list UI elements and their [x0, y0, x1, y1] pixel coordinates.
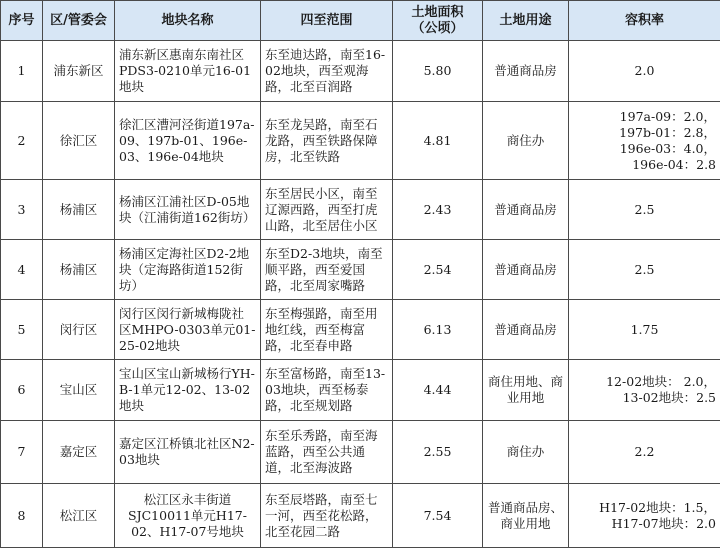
- cell-floor-area-ratio: 2.5: [569, 240, 720, 300]
- cell-land-use: 商住办: [483, 102, 569, 180]
- cell-parcel-name: 浦东新区惠南东南社区PDS3-0210单元16-01地块: [115, 41, 261, 102]
- cell-land-area: 2.43: [393, 180, 483, 240]
- cell-parcel-name: 杨浦区定海社区D2-2地块（定海路街道152街坊）: [115, 240, 261, 300]
- table-row: [1, 300, 720, 360]
- cell-land-use: 普通商品房: [483, 300, 569, 360]
- cell-parcel-name: 宝山区宝山新城杨行YH-B-1单元12-02、13-02地块: [115, 360, 261, 421]
- cell-no: 8: [1, 484, 43, 548]
- cell-land-use: 普通商品房: [483, 41, 569, 102]
- header-floor-area-ratio: 容积率: [569, 1, 720, 41]
- cell-land-use: 商住用地、商业用地: [483, 360, 569, 421]
- cell-land-area: 2.55: [393, 421, 483, 484]
- header-no: 序号: [1, 1, 43, 41]
- header-land-area: 土地面积 （公顷）: [393, 1, 483, 41]
- cell-land-area: 5.80: [393, 41, 483, 102]
- cell-no: 6: [1, 360, 43, 421]
- cell-district: 闵行区: [43, 300, 115, 360]
- table-row: [1, 360, 720, 421]
- cell-no: 1: [1, 41, 43, 102]
- cell-boundaries: 东至乐秀路，南至海蓝路，西至公共通道，北至海波路: [261, 421, 393, 484]
- cell-floor-area-ratio: 12-02地块： 2.0， 13-02地块：2.5: [569, 360, 720, 421]
- cell-boundaries: 东至迪达路，南至16-02地块，西至观海路，北至百润路: [261, 41, 393, 102]
- table-row: [1, 421, 720, 484]
- cell-floor-area-ratio: 2.5: [569, 180, 720, 240]
- cell-district: 杨浦区: [43, 240, 115, 300]
- cell-boundaries: 东至富杨路，南至13-03地块，西至杨泰路，北至规划路: [261, 360, 393, 421]
- cell-land-use: 商住办: [483, 421, 569, 484]
- table-row: [1, 41, 720, 102]
- cell-land-area: 4.81: [393, 102, 483, 180]
- cell-floor-area-ratio: 197a-09：2.0， 197b-01：2.8， 196e-03：4.0， 196e-04：2.8: [569, 102, 720, 180]
- header-land-use: 土地用途: [483, 1, 569, 41]
- cell-boundaries: 东至梅强路，南至用地红线，西至梅富路，北至春申路: [261, 300, 393, 360]
- cell-district: 宝山区: [43, 360, 115, 421]
- cell-district: 浦东新区: [43, 41, 115, 102]
- cell-no: 2: [1, 102, 43, 180]
- header-district: 区/管委会: [43, 1, 115, 41]
- cell-land-use: 普通商品房: [483, 240, 569, 300]
- cell-boundaries: 东至居民小区，南至辽源西路，西至打虎山路，北至居住小区: [261, 180, 393, 240]
- table-row: [1, 484, 720, 548]
- cell-floor-area-ratio: 2.0: [569, 41, 720, 102]
- cell-district: 徐汇区: [43, 102, 115, 180]
- cell-district: 松江区: [43, 484, 115, 548]
- cell-district: 杨浦区: [43, 180, 115, 240]
- cell-land-use: 普通商品房、商业用地: [483, 484, 569, 548]
- cell-land-area: 6.13: [393, 300, 483, 360]
- table-row: [1, 102, 720, 180]
- cell-floor-area-ratio: 1.75: [569, 300, 720, 360]
- cell-land-use: 普通商品房: [483, 180, 569, 240]
- cell-boundaries: 东至D2-3地块，南至顺平路，西至爱国路，北至周家嘴路: [261, 240, 393, 300]
- header-parcel-name: 地块名称: [115, 1, 261, 41]
- cell-parcel-name: 徐汇区漕河泾街道197a-09、197b-01、196e-03、196e-04地块: [115, 102, 261, 180]
- cell-boundaries: 东至辰塔路，南至七一河，西至花松路，北至花园二路: [261, 484, 393, 548]
- cell-parcel-name: 杨浦区江浦社区D-05地块（江浦街道162街坊）: [115, 180, 261, 240]
- cell-land-area: 2.54: [393, 240, 483, 300]
- cell-parcel-name: 闵行区闵行新城梅陇社区MHPO-0303单元01-25-02地块: [115, 300, 261, 360]
- cell-no: 4: [1, 240, 43, 300]
- cell-no: 3: [1, 180, 43, 240]
- table-row: [1, 240, 720, 300]
- cell-district: 嘉定区: [43, 421, 115, 484]
- header-row: [1, 1, 720, 41]
- cell-parcel-name: 嘉定区江桥镇北社区N2-03地块: [115, 421, 261, 484]
- header-boundaries: 四至范围: [261, 1, 393, 41]
- cell-parcel-name: 松江区永丰街道SJC10011单元H17-02、H17-07号地块: [115, 484, 261, 548]
- cell-land-area: 7.54: [393, 484, 483, 548]
- cell-floor-area-ratio: 2.2: [569, 421, 720, 484]
- cell-boundaries: 东至龙吴路，南至石龙路，西至铁路保障房，北至铁路: [261, 102, 393, 180]
- cell-no: 7: [1, 421, 43, 484]
- table-row: [1, 180, 720, 240]
- cell-floor-area-ratio: H17-02地块：1.5， H17-07地块：2.0: [569, 484, 720, 548]
- cell-land-area: 4.44: [393, 360, 483, 421]
- cell-no: 5: [1, 300, 43, 360]
